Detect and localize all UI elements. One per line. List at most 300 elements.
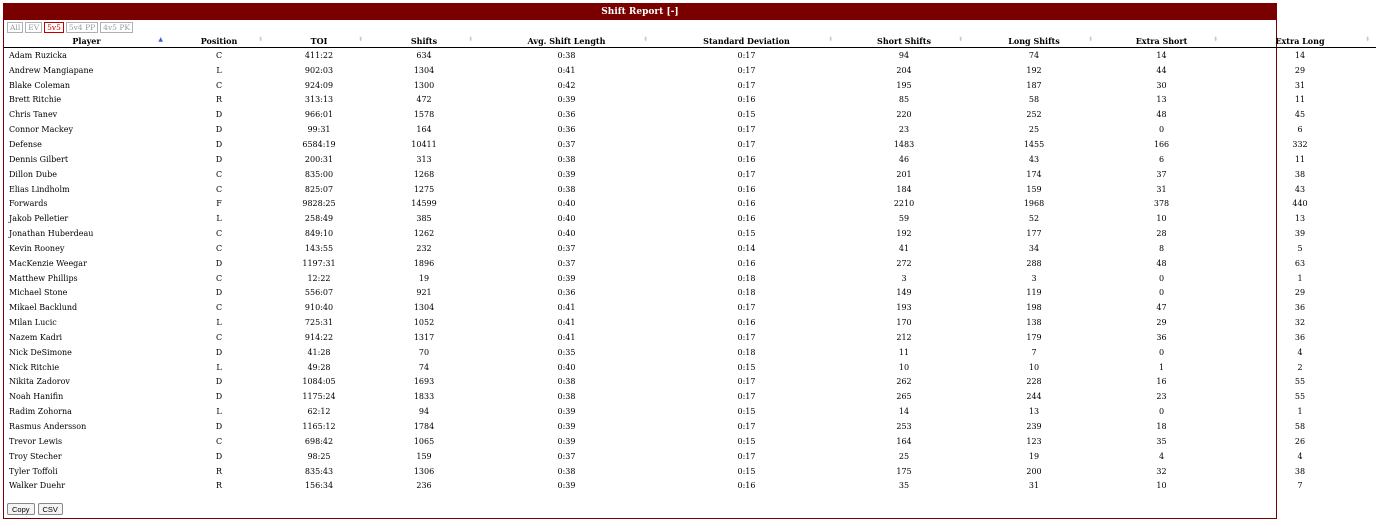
- table-cell: 0:17: [737, 303, 756, 313]
- table-cell: 0:39: [557, 481, 576, 491]
- table-cell: C: [215, 169, 223, 179]
- table-cell: D: [215, 392, 223, 402]
- table-cell: 1165:12: [302, 422, 336, 432]
- player-name-cell: Nick Ritchie: [9, 362, 60, 372]
- table-cell: 201: [896, 169, 912, 179]
- player-name-cell: Kevin Rooney: [9, 243, 65, 253]
- sort-icon[interactable]: ⬍: [257, 36, 263, 43]
- table-cell: 232: [416, 243, 432, 253]
- table-cell: D: [215, 154, 223, 164]
- table-cell: 921: [416, 288, 432, 298]
- table-row: [4, 434, 1376, 449]
- table-cell: C: [215, 303, 223, 313]
- table-cell: 1: [1158, 362, 1165, 372]
- player-name-cell: Nick DeSimone: [9, 347, 72, 357]
- table-cell: 19: [418, 273, 430, 283]
- table-cell: C: [215, 184, 223, 194]
- table-cell: 1304: [413, 65, 435, 75]
- table-cell: 149: [896, 288, 912, 298]
- table-cell: 0:17: [737, 139, 756, 149]
- table-cell: 36: [1294, 303, 1306, 313]
- table-cell: 3: [1031, 273, 1037, 283]
- table-cell: 0:18: [737, 347, 756, 357]
- player-name-cell: Rasmus Andersson: [9, 422, 87, 432]
- column-header-short-shifts[interactable]: [839, 34, 969, 48]
- table-row: [4, 375, 1376, 390]
- column-header-standard-deviation[interactable]: [654, 34, 839, 48]
- table-cell: 0:15: [737, 466, 756, 476]
- table-cell: 1317: [413, 332, 435, 342]
- player-name-cell: Elias Lindholm: [9, 184, 70, 194]
- table-cell: 62:12: [307, 407, 331, 417]
- table-cell: 3: [901, 273, 907, 283]
- table-cell: 0:40: [557, 229, 576, 239]
- table-cell: 1065: [413, 436, 435, 446]
- filter-all-button[interactable]: All: [7, 22, 23, 33]
- table-cell: 0:17: [737, 332, 756, 342]
- table-cell: 0:39: [557, 407, 576, 417]
- player-name-cell: Nazem Kadri: [9, 332, 63, 342]
- table-row: [4, 286, 1376, 301]
- table-header-row: [4, 34, 1376, 48]
- table-cell: 55: [1294, 377, 1306, 387]
- table-cell: 48: [1156, 258, 1167, 268]
- sort-asc-icon[interactable]: ▲: [158, 36, 163, 43]
- player-name-cell: Radim Zohorna: [9, 407, 72, 417]
- table-cell: 26: [1294, 436, 1306, 446]
- table-cell: 0:17: [737, 50, 756, 60]
- sort-icon[interactable]: ⬍: [827, 36, 833, 43]
- table-cell: 0:41: [557, 65, 576, 75]
- table-cell: 0:37: [557, 451, 576, 461]
- table-cell: 440: [1292, 199, 1308, 209]
- filter-4v5-pk-button[interactable]: 4v5 PK: [100, 22, 133, 33]
- player-name-cell: Troy Stecher: [9, 451, 62, 461]
- table-row: [4, 226, 1376, 241]
- sort-icon[interactable]: ⬍: [957, 36, 963, 43]
- table-cell: 914:22: [304, 332, 334, 342]
- table-cell: 0:16: [737, 184, 756, 194]
- table-cell: 0:16: [737, 95, 756, 105]
- table-cell: 59: [898, 214, 910, 224]
- column-header-toi[interactable]: [269, 34, 369, 48]
- table-cell: 23: [898, 125, 910, 135]
- table-cell: 910:40: [304, 303, 334, 313]
- table-cell: 41: [898, 243, 910, 253]
- table-cell: 698:42: [304, 436, 334, 446]
- table-cell: 0:16: [737, 318, 756, 328]
- table-cell: 1483: [893, 139, 915, 149]
- table-cell: 10: [1028, 362, 1040, 372]
- table-cell: 70: [418, 347, 430, 357]
- table-cell: 7: [1297, 481, 1303, 491]
- table-row: [4, 211, 1376, 226]
- table-cell: 159: [416, 451, 432, 461]
- table-cell: 1693: [413, 377, 435, 387]
- table-cell: 0:38: [557, 377, 576, 387]
- player-name-cell: Dennis Gilbert: [9, 154, 69, 164]
- table-cell: 138: [1026, 318, 1042, 328]
- table-cell: 31: [1156, 184, 1167, 194]
- table-cell: 0:15: [737, 229, 756, 239]
- table-row: [4, 330, 1376, 345]
- table-cell: 5: [1297, 243, 1303, 253]
- table-cell: 179: [1026, 332, 1042, 342]
- column-label: Long Shifts: [1008, 35, 1060, 46]
- table-cell: 849:10: [304, 229, 334, 239]
- table-row: [4, 345, 1376, 360]
- table-cell: 74: [418, 362, 430, 372]
- table-cell: 0:38: [557, 466, 576, 476]
- sort-icon[interactable]: ⬍: [357, 36, 363, 43]
- table-cell: 156:34: [304, 481, 334, 491]
- player-name-cell: Blake Coleman: [9, 80, 71, 90]
- table-cell: 36: [1294, 332, 1306, 342]
- table-cell: 10411: [411, 139, 437, 149]
- table-cell: 200: [1026, 466, 1042, 476]
- table-cell: 0:17: [737, 451, 756, 461]
- sort-icon[interactable]: ⬍: [1364, 36, 1370, 43]
- table-row: [4, 478, 1376, 493]
- table-cell: 164: [416, 125, 432, 135]
- table-cell: D: [215, 139, 223, 149]
- column-header-long-shifts[interactable]: [969, 34, 1099, 48]
- table-cell: 0:39: [557, 273, 576, 283]
- table-cell: 37: [1156, 169, 1167, 179]
- table-cell: 239: [1026, 422, 1042, 432]
- table-cell: 0:17: [737, 169, 756, 179]
- player-name-cell: Nikita Zadorov: [9, 377, 70, 387]
- table-cell: 74: [1028, 50, 1040, 60]
- player-name-cell: Forwards: [9, 199, 48, 209]
- table-cell: 32: [1156, 466, 1167, 476]
- column-label: Extra Short: [1135, 35, 1188, 46]
- panel-title[interactable]: Shift Report [-]: [4, 4, 1276, 20]
- table-cell: 634: [416, 50, 432, 60]
- table-cell: 0:41: [557, 318, 576, 328]
- table-cell: 0:38: [557, 392, 576, 402]
- column-header-shifts[interactable]: [369, 34, 479, 48]
- table-cell: 0:37: [557, 243, 576, 253]
- table-cell: 13: [1028, 407, 1040, 417]
- shift-report-panel: [3, 3, 1370, 519]
- table-cell: C: [215, 50, 223, 60]
- table-cell: 10: [1156, 214, 1167, 224]
- player-name-cell: Connor Mackey: [9, 125, 73, 135]
- table-cell: 1968: [1023, 199, 1045, 209]
- sort-icon[interactable]: ⬍: [1212, 36, 1218, 43]
- table-cell: 4: [1297, 347, 1303, 357]
- table-cell: 0:17: [737, 125, 756, 135]
- table-cell: 119: [1026, 288, 1042, 298]
- table-cell: 200:31: [304, 154, 334, 164]
- table-cell: R: [215, 481, 223, 491]
- table-cell: 10: [1156, 481, 1167, 491]
- table-cell: 0:17: [737, 65, 756, 75]
- table-cell: 8: [1158, 243, 1165, 253]
- table-cell: 6584:19: [302, 139, 336, 149]
- column-header-avg-shift-length[interactable]: [479, 34, 654, 48]
- sort-icon[interactable]: ⬍: [467, 36, 473, 43]
- table-cell: C: [215, 436, 223, 446]
- column-header-player[interactable]: [4, 34, 169, 48]
- player-name-cell: Brett Ritchie: [9, 95, 62, 105]
- table-cell: 0:36: [557, 125, 576, 135]
- filter-5v4-pp-button[interactable]: 5v4 PP: [66, 22, 98, 33]
- table-cell: 0:35: [557, 347, 576, 357]
- table-row: [4, 122, 1376, 137]
- table-row: [4, 63, 1376, 78]
- table-cell: 0: [1158, 125, 1165, 135]
- table-cell: 19: [1028, 451, 1040, 461]
- table-cell: 43: [1294, 184, 1306, 194]
- column-label: TOI: [310, 35, 328, 46]
- table-cell: 0:40: [557, 362, 576, 372]
- table-cell: 41:28: [307, 347, 331, 357]
- table-cell: 825:07: [304, 184, 334, 194]
- player-name-cell: Noah Hanifin: [9, 392, 64, 402]
- column-header-extra-long[interactable]: [1224, 34, 1376, 48]
- table-cell: 204: [896, 65, 912, 75]
- table-cell: 177: [1026, 229, 1042, 239]
- table-cell: 1175:24: [302, 392, 336, 402]
- table-cell: 0:39: [557, 95, 576, 105]
- player-name-cell: Milan Lucic: [9, 318, 57, 328]
- table-cell: 170: [896, 318, 912, 328]
- table-cell: 38: [1294, 466, 1306, 476]
- table-cell: 47: [1156, 303, 1167, 313]
- table-cell: 94: [418, 407, 430, 417]
- table-cell: 0:38: [557, 50, 576, 60]
- table-cell: 192: [1026, 65, 1042, 75]
- table-cell: 9828:25: [302, 199, 336, 209]
- table-row: [4, 271, 1376, 286]
- table-cell: 265: [896, 392, 912, 402]
- table-cell: C: [215, 332, 223, 342]
- player-name-cell: Chris Tanev: [9, 110, 58, 120]
- table-cell: 29: [1156, 318, 1167, 328]
- player-name-cell: Jakob Pelletier: [9, 214, 69, 224]
- table-cell: 94: [898, 50, 910, 60]
- table-cell: 18: [1156, 422, 1167, 432]
- table-cell: 835:43: [304, 466, 334, 476]
- table-cell: 187: [1026, 80, 1042, 90]
- column-label: Extra Long: [1275, 35, 1325, 46]
- table-cell: 1: [1297, 407, 1303, 417]
- table-cell: L: [216, 214, 222, 224]
- table-cell: 0:18: [737, 273, 756, 283]
- table-cell: 34: [1028, 243, 1040, 253]
- table-cell: 1833: [413, 392, 435, 402]
- table-cell: 252: [1026, 110, 1042, 120]
- table-cell: D: [215, 422, 223, 432]
- table-cell: 253: [896, 422, 912, 432]
- table-cell: 0:14: [737, 243, 756, 253]
- table-cell: 0:41: [557, 332, 576, 342]
- table-row: [4, 389, 1376, 404]
- table-cell: 835:00: [304, 169, 334, 179]
- table-cell: 14: [898, 407, 910, 417]
- table-cell: 411:22: [304, 50, 334, 60]
- table-cell: 12:22: [307, 273, 331, 283]
- table-cell: 1: [1297, 273, 1303, 283]
- table-cell: 0:36: [557, 110, 576, 120]
- table-cell: 14: [1294, 50, 1306, 60]
- table-cell: 236: [416, 481, 432, 491]
- table-cell: 0:38: [557, 184, 576, 194]
- table-cell: 98:25: [307, 451, 331, 461]
- table-row: [4, 107, 1376, 122]
- table-cell: 0:36: [557, 288, 576, 298]
- table-cell: 0:18: [737, 288, 756, 298]
- export-toolbar: [7, 503, 63, 515]
- table-cell: L: [216, 318, 222, 328]
- table-cell: 0: [1158, 288, 1165, 298]
- column-label: Player: [72, 35, 101, 46]
- table-cell: 6: [1297, 125, 1303, 135]
- table-cell: 123: [1026, 436, 1042, 446]
- table-cell: F: [216, 199, 222, 209]
- column-label: Position: [200, 35, 238, 46]
- table-cell: D: [215, 347, 223, 357]
- table-cell: 25: [1028, 125, 1040, 135]
- table-cell: 902:03: [304, 65, 334, 75]
- table-cell: 31: [1028, 481, 1040, 491]
- table-cell: 212: [896, 332, 912, 342]
- table-cell: 1262: [413, 229, 435, 239]
- table-row: [4, 464, 1376, 479]
- table-row: [4, 300, 1376, 315]
- table-cell: R: [215, 95, 223, 105]
- table-cell: 16: [1156, 377, 1167, 387]
- table-cell: 0:40: [557, 199, 576, 209]
- table-cell: C: [215, 80, 223, 90]
- table-cell: 198: [1026, 303, 1042, 313]
- table-cell: 32: [1294, 318, 1306, 328]
- table-cell: 220: [896, 110, 912, 120]
- table-cell: 39: [1294, 229, 1306, 239]
- table-cell: 0:17: [737, 392, 756, 402]
- table-cell: 0:17: [737, 377, 756, 387]
- table-row: [4, 315, 1376, 330]
- table-cell: 2210: [893, 199, 915, 209]
- table-cell: 1197:31: [302, 258, 336, 268]
- column-header-position[interactable]: [169, 34, 269, 48]
- table-cell: 4: [1158, 451, 1165, 461]
- table-row: [4, 93, 1376, 108]
- table-row: [4, 419, 1376, 434]
- table-cell: 1578: [413, 110, 435, 120]
- copy-button[interactable]: Copy: [7, 503, 35, 515]
- table-cell: 0:15: [737, 436, 756, 446]
- player-name-cell: MacKenzie Weegar: [9, 258, 87, 268]
- filter-5v5-button[interactable]: 5v5: [44, 22, 64, 33]
- csv-button[interactable]: CSV: [38, 503, 63, 515]
- table-cell: 11: [1294, 95, 1306, 105]
- sort-icon[interactable]: ⬍: [642, 36, 648, 43]
- player-name-cell: Jonathan Huberdeau: [9, 229, 94, 239]
- table-cell: 244: [1026, 392, 1042, 402]
- table-row: [4, 196, 1376, 211]
- table-cell: 55: [1294, 392, 1306, 402]
- table-row: [4, 137, 1376, 152]
- table-cell: 0:41: [557, 303, 576, 313]
- table-cell: 1455: [1023, 139, 1045, 149]
- table-body: [4, 48, 1376, 494]
- table-cell: 332: [1292, 139, 1308, 149]
- table-row: [4, 241, 1376, 256]
- player-name-cell: Adam Ruzicka: [9, 50, 67, 60]
- table-cell: 0:15: [737, 362, 756, 372]
- table-cell: 7: [1031, 347, 1037, 357]
- table-cell: 472: [416, 95, 432, 105]
- table-cell: 13: [1156, 95, 1167, 105]
- player-name-cell: Matthew Phillips: [9, 273, 78, 283]
- table-cell: 195: [896, 80, 912, 90]
- table-cell: 99:31: [307, 125, 331, 135]
- shift-table: [4, 34, 1376, 493]
- filter-ev-button[interactable]: EV: [25, 22, 42, 33]
- table-cell: D: [215, 125, 223, 135]
- table-cell: 0:17: [737, 422, 756, 432]
- table-cell: 0:39: [557, 422, 576, 432]
- table-cell: D: [215, 110, 223, 120]
- table-cell: 43: [1028, 154, 1040, 164]
- table-cell: 556:07: [304, 288, 334, 298]
- table-cell: 174: [1026, 169, 1042, 179]
- table-cell: 0:16: [737, 481, 756, 491]
- table-cell: C: [215, 229, 223, 239]
- table-cell: 28: [1156, 229, 1167, 239]
- table-cell: 48: [1156, 110, 1167, 120]
- table-cell: 49:28: [307, 362, 331, 372]
- column-label: Avg. Shift Length: [527, 35, 606, 46]
- table-cell: 25: [898, 451, 910, 461]
- player-name-cell: Andrew Mangiapane: [9, 65, 94, 75]
- table-cell: 192: [896, 229, 912, 239]
- table-cell: 175: [896, 466, 912, 476]
- table-cell: 44: [1156, 65, 1167, 75]
- table-cell: 45: [1294, 110, 1306, 120]
- table-cell: 1304: [413, 303, 435, 313]
- table-cell: 1784: [413, 422, 435, 432]
- table-cell: 313:13: [304, 95, 334, 105]
- table-cell: 1052: [413, 318, 435, 328]
- table-cell: 6: [1158, 154, 1165, 164]
- column-header-extra-short[interactable]: [1099, 34, 1224, 48]
- table-cell: 288: [1026, 258, 1042, 268]
- table-cell: 313: [416, 154, 432, 164]
- table-cell: 143:55: [304, 243, 334, 253]
- table-cell: 262: [896, 377, 912, 387]
- sort-icon[interactable]: ⬍: [1087, 36, 1093, 43]
- table-cell: 0:16: [737, 258, 756, 268]
- table-cell: 184: [896, 184, 912, 194]
- table-cell: 0:16: [737, 199, 756, 209]
- table-cell: 23: [1156, 392, 1167, 402]
- table-cell: 29: [1294, 65, 1306, 75]
- player-name-cell: Mikael Backlund: [9, 303, 78, 313]
- table-cell: D: [215, 451, 223, 461]
- table-cell: 1275: [413, 184, 435, 194]
- table-cell: 14599: [411, 199, 437, 209]
- table-cell: 725:31: [304, 318, 334, 328]
- table-cell: 0:38: [557, 154, 576, 164]
- table-cell: 58: [1294, 422, 1306, 432]
- table-cell: 164: [896, 436, 912, 446]
- table-cell: L: [216, 407, 222, 417]
- table-row: [4, 78, 1376, 93]
